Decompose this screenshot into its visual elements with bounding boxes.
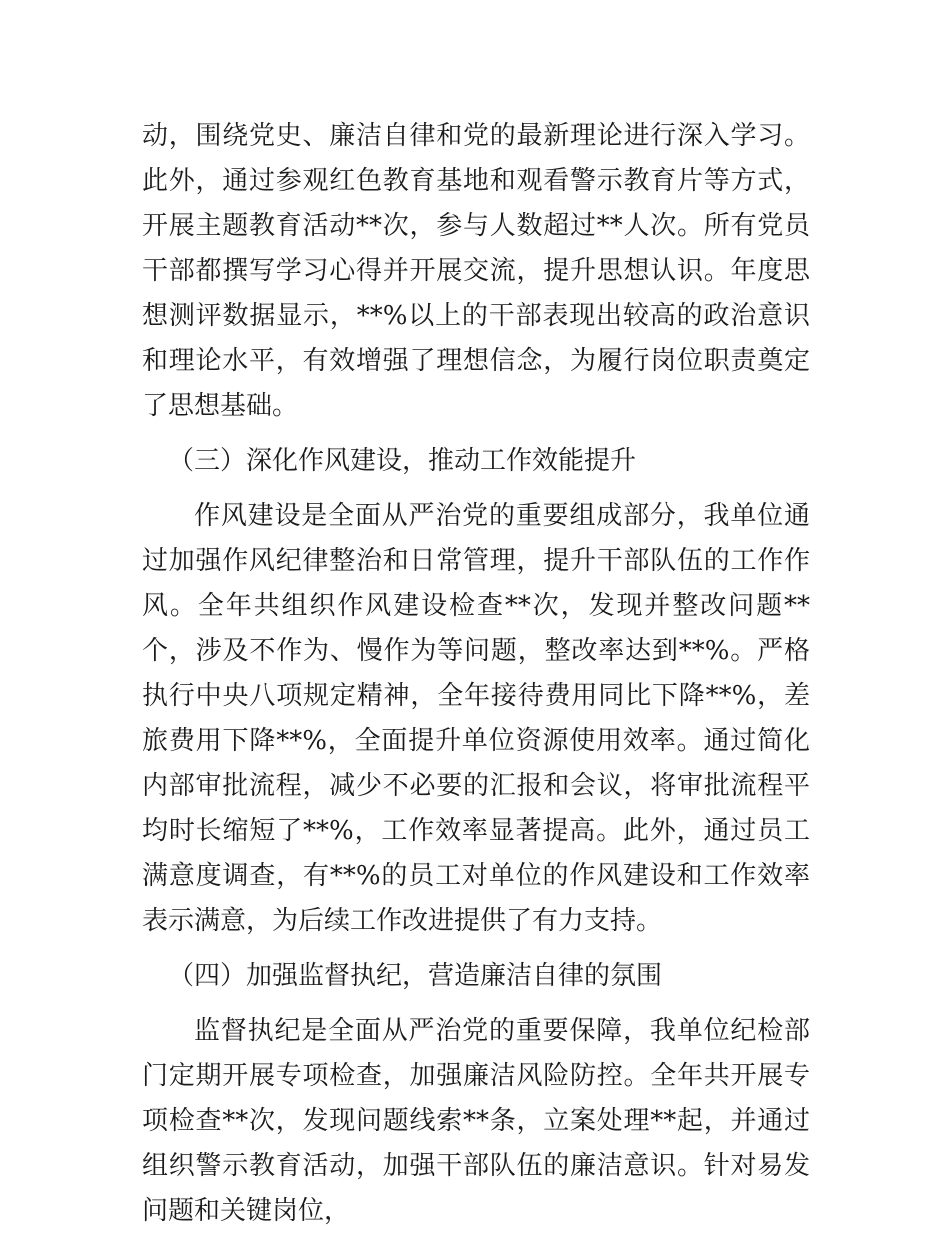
document-body bbox=[142, 114, 810, 1234]
paragraph-work-style: 作风建设是全面从严治党的重要组成部分，我单位通过加强作风纪律整治和日常管理，提升干部队伍的工作作风。全年共组织作风建设检查**次，发现并整改问题**个，涉及不作为、慢作为等问题，整改率达到**%。严格执行中央八项规定精神，全年接待费用同比下降**%，差旅费用下降**%，全面提升单位资源使用效率。通过简化内部审批流程，减少不必要的汇报和会议，将审批流程平均时长缩短了**%，工作效率显著提高。此外，通过员工满意度调查，有**%的员工对单位的作风建设和工作效率表示满意，为后续工作改进提供了有力支持。 bbox=[142, 501, 810, 936]
paragraph-continuation: 动，围绕党史、廉洁自律和党的最新理论进行深入学习。此外，通过参观红色教育基地和观看警示教育片等方式，开展主题教育活动**次，参与人数超过**人次。所有党员干部都撰写学习心得并开展交流，提升思想认识。年度思想测评数据显示，**%以上的干部表现出较高的政治意识和理论水平，有效增强了理想信念，为履行岗位职责奠定了思想基础。 bbox=[142, 121, 810, 421]
section-heading-4: （四）加强监督执纪，营造廉洁自律的氛围 bbox=[168, 961, 663, 991]
section-heading-3: （三）深化作风建设，推动工作效能提升 bbox=[168, 446, 637, 476]
paragraph-supervision: 监督执纪是全面从严治党的重要保障，我单位纪检部门定期开展专项检查，加强廉洁风险防控。全年共开展专项检查**次，发现问题线索**条，立案处理**起，并通过组织警示教育活动，加强干部队伍的廉洁意识。针对易发问题和关键岗位， bbox=[142, 1016, 810, 1226]
